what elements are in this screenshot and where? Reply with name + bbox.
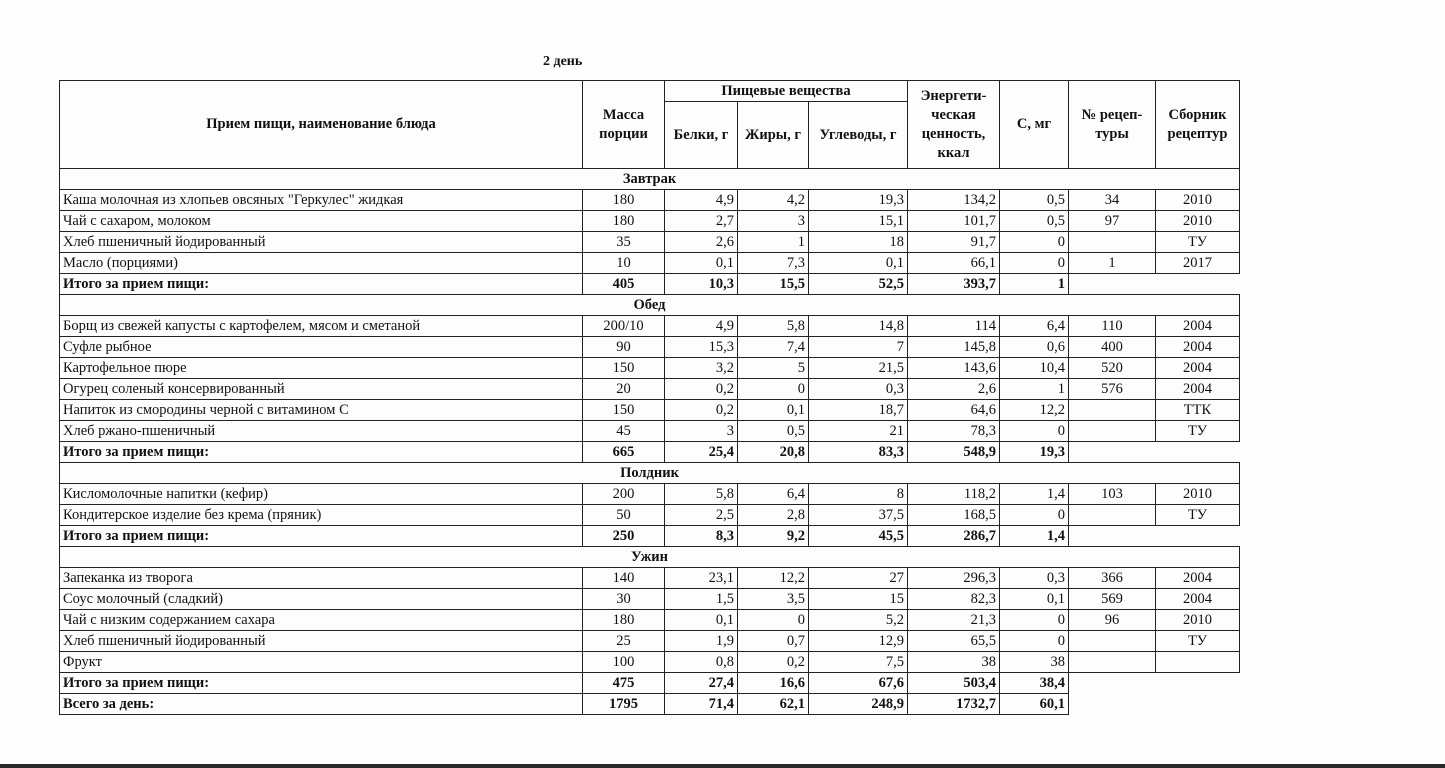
carbs-value: 12,9 [809,631,908,652]
section-title: Обед [60,295,1240,316]
carbs-value: 7,5 [809,652,908,673]
header-collection: Сборник рецептур [1156,81,1240,169]
fat-value: 7,3 [738,253,809,274]
total-fat: 9,2 [738,526,809,547]
empty-cell [1069,694,1240,715]
portion-mass: 45 [583,421,665,442]
portion-mass: 90 [583,337,665,358]
recipe-collection: 2010 [1156,211,1240,232]
energy-value: 91,7 [908,232,1000,253]
scan-edge [0,764,1445,768]
fat-value: 12,2 [738,568,809,589]
recipe-collection: 2017 [1156,253,1240,274]
total-protein: 25,4 [665,442,738,463]
portion-mass: 200/10 [583,316,665,337]
energy-value: 64,6 [908,400,1000,421]
header-energy: Энергети-ческая ценность, ккал [908,81,1000,169]
vitamin-c-value: 1 [1000,379,1069,400]
portion-mass: 180 [583,610,665,631]
total-mass: 405 [583,274,665,295]
recipe-collection [1156,652,1240,673]
total-vitamin-c: 38,4 [1000,673,1069,694]
header-vitamin-c: С, мг [1000,81,1069,169]
table-row [60,589,1240,610]
dish-name: Соус молочный (сладкий) [60,589,583,610]
total-energy: 393,7 [908,274,1000,295]
energy-value: 66,1 [908,253,1000,274]
protein-value: 2,6 [665,232,738,253]
energy-value: 134,2 [908,190,1000,211]
meal-total-row [60,442,1240,463]
empty-cell [1069,274,1240,295]
protein-value: 0,1 [665,610,738,631]
portion-mass: 25 [583,631,665,652]
vitamin-c-value: 0,5 [1000,190,1069,211]
header-fat: Жиры, г [738,102,809,169]
vitamin-c-value: 0,5 [1000,211,1069,232]
fat-value: 0 [738,379,809,400]
vitamin-c-value: 0,3 [1000,568,1069,589]
total-protein: 8,3 [665,526,738,547]
empty-cell [1069,442,1240,463]
carbs-value: 37,5 [809,505,908,526]
dish-name: Напиток из смородины черной с витамином С [60,400,583,421]
grand-total-mass: 1795 [583,694,665,715]
grand-total-label: Всего за день: [60,694,583,715]
portion-mass: 20 [583,379,665,400]
protein-value: 0,2 [665,379,738,400]
table-row [60,631,1240,652]
fat-value: 0 [738,610,809,631]
dish-name: Каша молочная из хлопьев овсяных "Геркулес" жидкая [60,190,583,211]
header-protein: Белки, г [665,102,738,169]
fat-value: 0,7 [738,631,809,652]
carbs-value: 18 [809,232,908,253]
portion-mass: 50 [583,505,665,526]
recipe-number: 96 [1069,610,1156,631]
total-mass: 250 [583,526,665,547]
total-carbs: 67,6 [809,673,908,694]
recipe-collection: ТУ [1156,232,1240,253]
dish-name: Фрукт [60,652,583,673]
recipe-number [1069,505,1156,526]
recipe-number: 366 [1069,568,1156,589]
energy-value: 65,5 [908,631,1000,652]
grand-total-energy: 1732,7 [908,694,1000,715]
total-label: Итого за прием пищи: [60,673,583,694]
vitamin-c-value: 1,4 [1000,484,1069,505]
vitamin-c-value: 0,1 [1000,589,1069,610]
recipe-collection: 2004 [1156,337,1240,358]
protein-value: 23,1 [665,568,738,589]
recipe-collection: 2004 [1156,589,1240,610]
table-row [60,316,1240,337]
portion-mass: 100 [583,652,665,673]
table-row [60,421,1240,442]
recipe-number: 103 [1069,484,1156,505]
fat-value: 6,4 [738,484,809,505]
total-energy: 503,4 [908,673,1000,694]
day-title: 2 день [543,54,583,69]
portion-mass: 35 [583,232,665,253]
total-carbs: 52,5 [809,274,908,295]
protein-value: 15,3 [665,337,738,358]
section-row [60,547,1240,568]
protein-value: 0,8 [665,652,738,673]
table-row [60,400,1240,421]
recipe-collection: ТТК [1156,400,1240,421]
recipe-number [1069,652,1156,673]
fat-value: 5 [738,358,809,379]
header-recipe-no: № рецеп-туры [1069,81,1156,169]
total-fat: 15,5 [738,274,809,295]
recipe-number: 1 [1069,253,1156,274]
protein-value: 5,8 [665,484,738,505]
carbs-value: 14,8 [809,316,908,337]
energy-value: 145,8 [908,337,1000,358]
carbs-value: 19,3 [809,190,908,211]
dish-name: Масло (порциями) [60,253,583,274]
menu-table [59,80,1240,715]
table-row [60,190,1240,211]
total-label: Итого за прием пищи: [60,274,583,295]
fat-value: 0,2 [738,652,809,673]
dish-name: Хлеб ржано-пшеничный [60,421,583,442]
recipe-collection: 2010 [1156,190,1240,211]
total-label: Итого за прием пищи: [60,526,583,547]
fat-value: 1 [738,232,809,253]
energy-value: 101,7 [908,211,1000,232]
dish-name: Чай с низким содержанием сахара [60,610,583,631]
table-row [60,484,1240,505]
energy-value: 78,3 [908,421,1000,442]
carbs-value: 0,1 [809,253,908,274]
protein-value: 2,7 [665,211,738,232]
vitamin-c-value: 12,2 [1000,400,1069,421]
section-title: Полдник [60,463,1240,484]
energy-value: 143,6 [908,358,1000,379]
carbs-value: 15 [809,589,908,610]
recipe-number [1069,421,1156,442]
recipe-collection: 2004 [1156,358,1240,379]
total-mass: 665 [583,442,665,463]
empty-cell [1069,526,1240,547]
total-protein: 27,4 [665,673,738,694]
header-portion: Масса порции [583,81,665,169]
protein-value: 4,9 [665,316,738,337]
dish-name: Кисломолочные напитки (кефир) [60,484,583,505]
table-row [60,337,1240,358]
protein-value: 2,5 [665,505,738,526]
fat-value: 4,2 [738,190,809,211]
portion-mass: 140 [583,568,665,589]
recipe-collection: 2004 [1156,316,1240,337]
carbs-value: 21,5 [809,358,908,379]
table-row [60,253,1240,274]
dish-name: Суфле рыбное [60,337,583,358]
table-row [60,232,1240,253]
recipe-collection: ТУ [1156,505,1240,526]
recipe-number: 520 [1069,358,1156,379]
fat-value: 3 [738,211,809,232]
total-vitamin-c: 1,4 [1000,526,1069,547]
vitamin-c-value: 0 [1000,253,1069,274]
table-row [60,379,1240,400]
recipe-collection: 2004 [1156,379,1240,400]
energy-value: 82,3 [908,589,1000,610]
total-vitamin-c: 19,3 [1000,442,1069,463]
carbs-value: 8 [809,484,908,505]
dish-name: Кондитерское изделие без крема (пряник) [60,505,583,526]
vitamin-c-value: 0,6 [1000,337,1069,358]
carbs-value: 27 [809,568,908,589]
section-row [60,295,1240,316]
protein-value: 0,2 [665,400,738,421]
dish-name: Чай с сахаром, молоком [60,211,583,232]
table-row [60,211,1240,232]
vitamin-c-value: 6,4 [1000,316,1069,337]
total-carbs: 83,3 [809,442,908,463]
fat-value: 3,5 [738,589,809,610]
protein-value: 3,2 [665,358,738,379]
section-row [60,169,1240,190]
fat-value: 0,1 [738,400,809,421]
recipe-collection: 2004 [1156,568,1240,589]
dish-name: Огурец соленый консервированный [60,379,583,400]
meal-total-row [60,526,1240,547]
total-mass: 475 [583,673,665,694]
carbs-value: 7 [809,337,908,358]
energy-value: 21,3 [908,610,1000,631]
recipe-number [1069,631,1156,652]
meal-total-row [60,673,1240,694]
vitamin-c-value: 0 [1000,421,1069,442]
recipe-number: 569 [1069,589,1156,610]
header-nutrients: Пищевые вещества [665,81,908,102]
header-meal-dish: Прием пищи, наименование блюда [60,81,583,169]
fat-value: 5,8 [738,316,809,337]
dish-name: Борщ из свежей капусты с картофелем, мясом и сметаной [60,316,583,337]
table-row [60,652,1240,673]
grand-total-fat: 62,1 [738,694,809,715]
energy-value: 118,2 [908,484,1000,505]
energy-value: 168,5 [908,505,1000,526]
fat-value: 7,4 [738,337,809,358]
protein-value: 1,9 [665,631,738,652]
section-row [60,463,1240,484]
protein-value: 4,9 [665,190,738,211]
portion-mass: 150 [583,400,665,421]
dish-name: Хлеб пшеничный йодированный [60,631,583,652]
carbs-value: 5,2 [809,610,908,631]
total-energy: 286,7 [908,526,1000,547]
recipe-number: 110 [1069,316,1156,337]
recipe-collection: ТУ [1156,631,1240,652]
fat-value: 0,5 [738,421,809,442]
vitamin-c-value: 0 [1000,505,1069,526]
table-body [60,169,1240,715]
total-fat: 16,6 [738,673,809,694]
total-vitamin-c: 1 [1000,274,1069,295]
portion-mass: 30 [583,589,665,610]
carbs-value: 0,3 [809,379,908,400]
vitamin-c-value: 38 [1000,652,1069,673]
carbs-value: 21 [809,421,908,442]
energy-value: 38 [908,652,1000,673]
total-energy: 548,9 [908,442,1000,463]
fat-value: 2,8 [738,505,809,526]
energy-value: 296,3 [908,568,1000,589]
portion-mass: 180 [583,211,665,232]
protein-value: 3 [665,421,738,442]
total-carbs: 45,5 [809,526,908,547]
dish-name: Запеканка из творога [60,568,583,589]
recipe-number [1069,400,1156,421]
recipe-collection: 2010 [1156,484,1240,505]
table-row [60,358,1240,379]
grand-total-row [60,694,1240,715]
grand-total-protein: 71,4 [665,694,738,715]
table-row [60,610,1240,631]
portion-mass: 150 [583,358,665,379]
table-row [60,568,1240,589]
recipe-number: 576 [1069,379,1156,400]
total-label: Итого за прием пищи: [60,442,583,463]
meal-total-row [60,274,1240,295]
table-row [60,505,1240,526]
recipe-number: 97 [1069,211,1156,232]
portion-mass: 10 [583,253,665,274]
recipe-collection: 2010 [1156,610,1240,631]
grand-total-carbs: 248,9 [809,694,908,715]
recipe-number: 34 [1069,190,1156,211]
vitamin-c-value: 10,4 [1000,358,1069,379]
recipe-number [1069,232,1156,253]
carbs-value: 18,7 [809,400,908,421]
energy-value: 114 [908,316,1000,337]
recipe-number: 400 [1069,337,1156,358]
header-carbs: Углеводы, г [809,102,908,169]
total-fat: 20,8 [738,442,809,463]
total-protein: 10,3 [665,274,738,295]
vitamin-c-value: 0 [1000,232,1069,253]
dish-name: Картофельное пюре [60,358,583,379]
empty-cell [1069,673,1240,694]
vitamin-c-value: 0 [1000,631,1069,652]
energy-value: 2,6 [908,379,1000,400]
protein-value: 0,1 [665,253,738,274]
grand-total-vitamin-c: 60,1 [1000,694,1069,715]
section-title: Ужин [60,547,1240,568]
carbs-value: 15,1 [809,211,908,232]
dish-name: Хлеб пшеничный йодированный [60,232,583,253]
recipe-collection: ТУ [1156,421,1240,442]
section-title: Завтрак [60,169,1240,190]
vitamin-c-value: 0 [1000,610,1069,631]
protein-value: 1,5 [665,589,738,610]
portion-mass: 180 [583,190,665,211]
portion-mass: 200 [583,484,665,505]
